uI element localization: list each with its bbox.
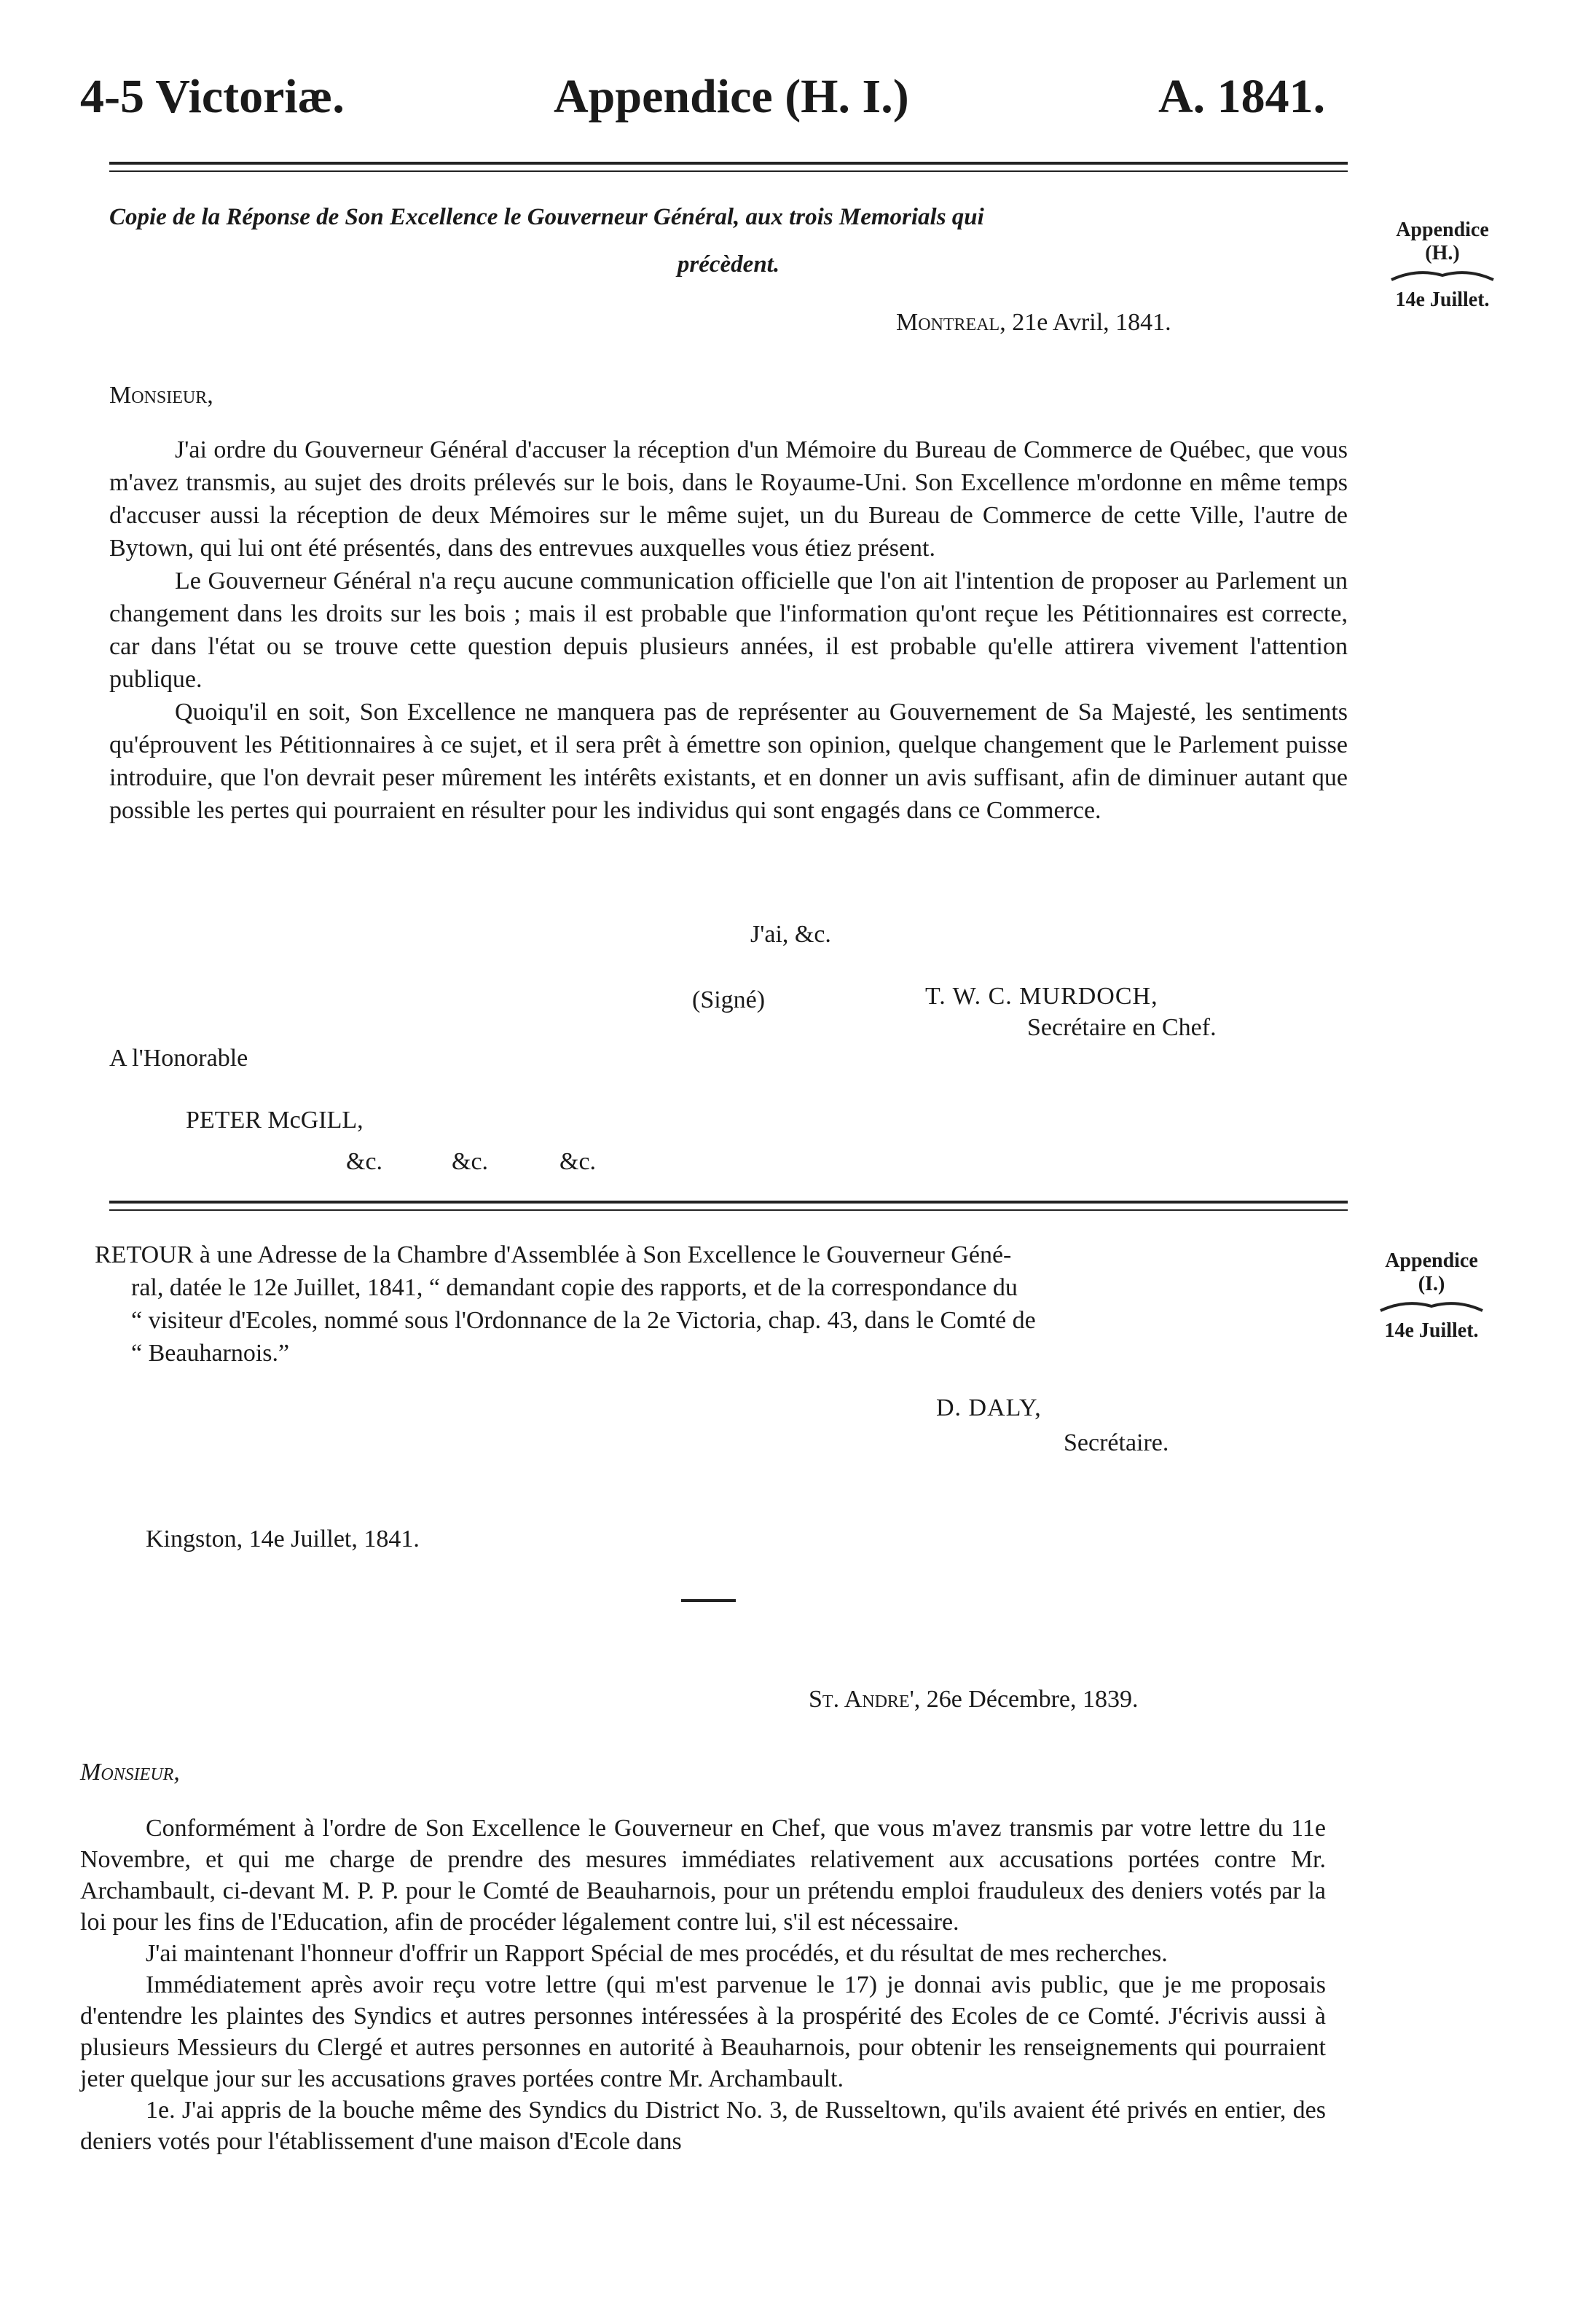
brace-icon	[1377, 1296, 1486, 1314]
etc-1: &c.	[346, 1148, 383, 1175]
closing: J'ai, &c.	[750, 921, 831, 948]
section-h-body	[109, 433, 1348, 827]
margin-note-h	[1370, 219, 1515, 312]
header-right: A. 1841.	[1158, 70, 1326, 123]
section-h-salutation: Monsieur,	[109, 382, 213, 409]
header-center: Appendice (H. I.)	[554, 70, 909, 123]
retour-block	[95, 1238, 1326, 1370]
header-left: 4-5 Victoriæ.	[80, 70, 345, 123]
section-rule-thin	[109, 1209, 1348, 1211]
signed-label: (Signé)	[692, 986, 766, 1013]
paragraph: Immédiatement après avoir reçu votre lettre (qui m'est parvenue le 17) je donnai avis public, que je me proposais d'entendre les plaintes des Syndics et autres personnes intéressées à la prospérité des Ecoles de ce Comté. J'écrivis aussi à plusieurs Messieurs du Clergé et autres personnes en autorité à Beauharnois, pour obtenir les renseignements qui pourraient jeter quelque jour sur les accusations graves portées contre Mr. Archambault.	[80, 1971, 1326, 2092]
signer-name: T. W. C. MURDOCH,	[925, 983, 1158, 1010]
paragraph: Conformément à l'ordre de Son Excellence le Gouverneur en Chef, que vous m'avez transmis par votre lettre du 11e Novembre, et qui me charge de prendre des mesures immédiates relativement aux accusations portées contre Mr. Archambault, ci-devant M. P. P. pour le Comté de Beauharnois, pour un prétendu emploi frauduleux des deniers votés par la loi pour les fins de l'Education, afin de procéder légalement contre lui, s'il est nécessaire.	[80, 1815, 1326, 1936]
paragraph: 1e. J'ai appris de la bouche même des Syndics du District No. 3, de Russeltown, qu'ils avaient été privés en entier, des deniers votés pour l'établissement d'une maison d'Ecole dans	[80, 2097, 1326, 2155]
section-i-signer: D. DALY,	[936, 1394, 1042, 1421]
short-divider	[681, 1599, 736, 1602]
brace-icon	[1388, 265, 1497, 283]
section-h-dateline	[896, 306, 1171, 339]
addressee-line: A l'Honorable	[109, 1045, 248, 1072]
letter-salutation: Monsieur,	[80, 1759, 180, 1786]
section-i-signer-title: Secrétaire.	[1064, 1429, 1169, 1456]
margin-letter: (I.)	[1418, 1273, 1445, 1295]
margin-date: 14e Juillet.	[1395, 288, 1490, 311]
margin-label: Appendice	[1396, 219, 1489, 241]
letter-dateline	[809, 1683, 1139, 1716]
margin-letter: (H.)	[1425, 242, 1460, 264]
etc-3: &c.	[559, 1148, 597, 1175]
dateline-place: Montreal,	[896, 309, 1006, 336]
section-i-place-date: Kingston, 14e Juillet, 1841.	[146, 1526, 420, 1552]
section-h-title-line2: précèdent.	[677, 251, 780, 278]
header-rule-thin	[109, 170, 1348, 172]
letter-body	[80, 1813, 1326, 2157]
margin-label: Appendice	[1385, 1249, 1478, 1272]
paragraph: J'ai maintenant l'honneur d'offrir un Rapport Spécial de mes procédés, et du résultat de mes recherches.	[146, 1940, 1168, 1967]
retour-line: “ Beauharnois.”	[131, 1340, 290, 1367]
letter-dateline-date: 26e Décembre, 1839.	[926, 1686, 1139, 1713]
header-rule	[109, 162, 1348, 165]
paragraph: Quoiqu'il en soit, Son Excellence ne manquera pas de représenter au Gouvernement de Sa Majesté, les sentiments qu'éprouvent les Pétitionnaires à ce sujet, et il sera prêt à émettre son opinion, quelque changement que le Parlement puisse introduire, que l'on devrait peser mûrement les intérêts existants, et en donner un avis suffisant, afin de diminuer autant que possible les pertes qui pourraient en résulter pour les individus qui sont engagés dans ce Commerce.	[109, 699, 1348, 824]
section-rule	[109, 1201, 1348, 1204]
dateline-date: 21e Avril, 1841.	[1012, 309, 1171, 336]
etc-2: &c.	[452, 1148, 489, 1175]
paragraph: Le Gouverneur Général n'a reçu aucune communication officielle que l'on ait l'intention de proposer au Parlement un changement dans les droits sur les bois ; mais il est probable que l'information qu'ont reçue les Pétitionnaires est correcte, car dans l'état ou se trouve cette question depuis plusieurs années, il est probable qu'elle attirera vivement l'attention publique.	[109, 568, 1348, 693]
addressee-name: PETER McGILL,	[186, 1107, 364, 1134]
letter-dateline-place: St. Andre',	[809, 1686, 921, 1713]
signer-title: Secrétaire en Chef.	[1027, 1014, 1217, 1041]
section-h-title-line1: Copie de la Réponse de Son Excellence le Gouverneur Général, aux trois Memorials qui	[109, 204, 984, 230]
paragraph: J'ai ordre du Gouverneur Général d'accuser la réception d'un Mémoire du Bureau de Commerce de Québec, que vous m'avez transmis, au sujet des droits prélevés sur le bois, dans le Royaume-Uni. Son Excellence m'ordonne en même temps d'accuser aussi la réception de deux Mémoires sur le même sujet, un du Bureau de Commerce de cette Ville, l'autre de Bytown, qui lui ont été présentés, dans des entrevues auxquelles vous étiez présent.	[109, 436, 1348, 562]
retour-line: “ visiteur d'Ecoles, nommé sous l'Ordonnance de la 2e Victoria, chap. 43, dans le Comté de	[131, 1307, 1036, 1334]
retour-line: ral, datée le 12e Juillet, 1841, “ demandant copie des rapports, et de la correspondance du	[131, 1274, 1018, 1301]
margin-note-i	[1359, 1249, 1504, 1343]
retour-line: RETOUR à une Adresse de la Chambre d'Assemblée à Son Excellence le Gouverneur Géné-	[95, 1241, 1012, 1268]
margin-date: 14e Juillet.	[1384, 1319, 1479, 1342]
